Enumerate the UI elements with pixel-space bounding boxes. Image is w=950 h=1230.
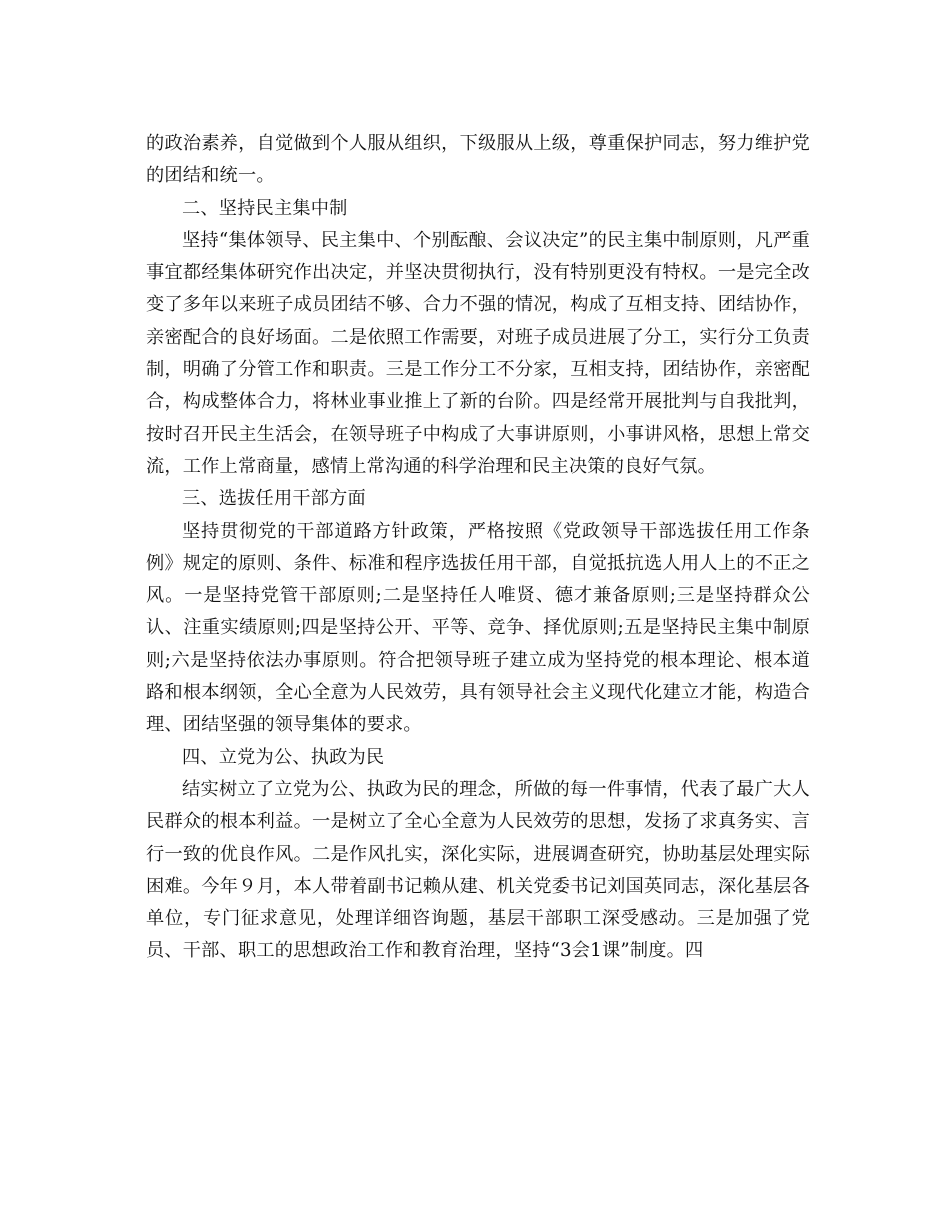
section-heading-cadre-selection: 三、选拔任用干部方面 — [182, 488, 366, 510]
paragraph-cadre-selection: 坚持贯彻党的干部道路方针政策，严格按照《党政领导干部选拔任用工作条例》规定的原则、条件、标准和程序选拔任用干部，自觉抵抗选人用人上的不正之风。一是坚持党管干部原则;二是坚持任人唯贤、德才兼备原则;三是坚持群众公认、注重实绩原则;四是坚持公开、平等、竞争、择优原则;五是坚持民主集中制原则;六是坚持依法办事原则。符合把领导班子建立成为坚持党的根本理论、根本道路和根本纲领，全心全意为人民效劳，具有领导社会主义现代化建立才能，构造合理、团结坚强的领导集体的要求。 — [146, 520, 810, 736]
section-heading-serve-the-people: 四、立党为公、执政为民 — [182, 746, 385, 768]
section-heading-democratic-centralism: 二、坚持民主集中制 — [182, 197, 348, 219]
paragraph-democratic-centralism: 坚持“集体领导、民主集中、个别酝酿、会议决定”的民主集中制原则，凡严重事宜都经集体研究作出决定，并坚决贯彻执行，没有特别更没有特权。一是完全改变了多年以来班子成员团结不够、合力不强的情况，构成了互相支持、团结协作，亲密配合的良好场面。二是依照工作需要，对班子成员进展了分工，实行分工负责制，明确了分管工作和职责。三是工作分工不分家，互相支持，团结协作，亲密配合，构成整体合力，将林业事业推上了新的台阶。四是经常开展批判与自我批判，按时召开民主生活会，在领导班子中构成了大事讲原则，小事讲风格，思想上常交流，工作上常商量，感情上常沟通的科学治理和民主决策的良好气氛。 — [146, 229, 810, 477]
paragraph-continuation: 的政治素养，自觉做到个人服从组织，下级服从上级，尊重保护同志，努力维护党的团结和统一。 — [146, 133, 810, 187]
document-body — [146, 128, 810, 968]
paragraph-serve-the-people: 结实树立了立党为公、执政为民的理念，所做的每一件事情，代表了最广大人民群众的根本利益。一是树立了全心全意为人民效劳的思想，发扬了求真务实、言行一致的优良作风。二是作风扎实，深化实际，进展调查研究，协助基层处理实际困难。今年９月，本人带着副书记赖从建、机关党委书记刘国英同志，深化基层各单位，专门征求意见，处理详细咨询题，基层干部职工深受感动。三是加强了党员、干部、职工的思想政治工作和教育治理，坚持“3会1课”制度。四 — [146, 778, 810, 962]
